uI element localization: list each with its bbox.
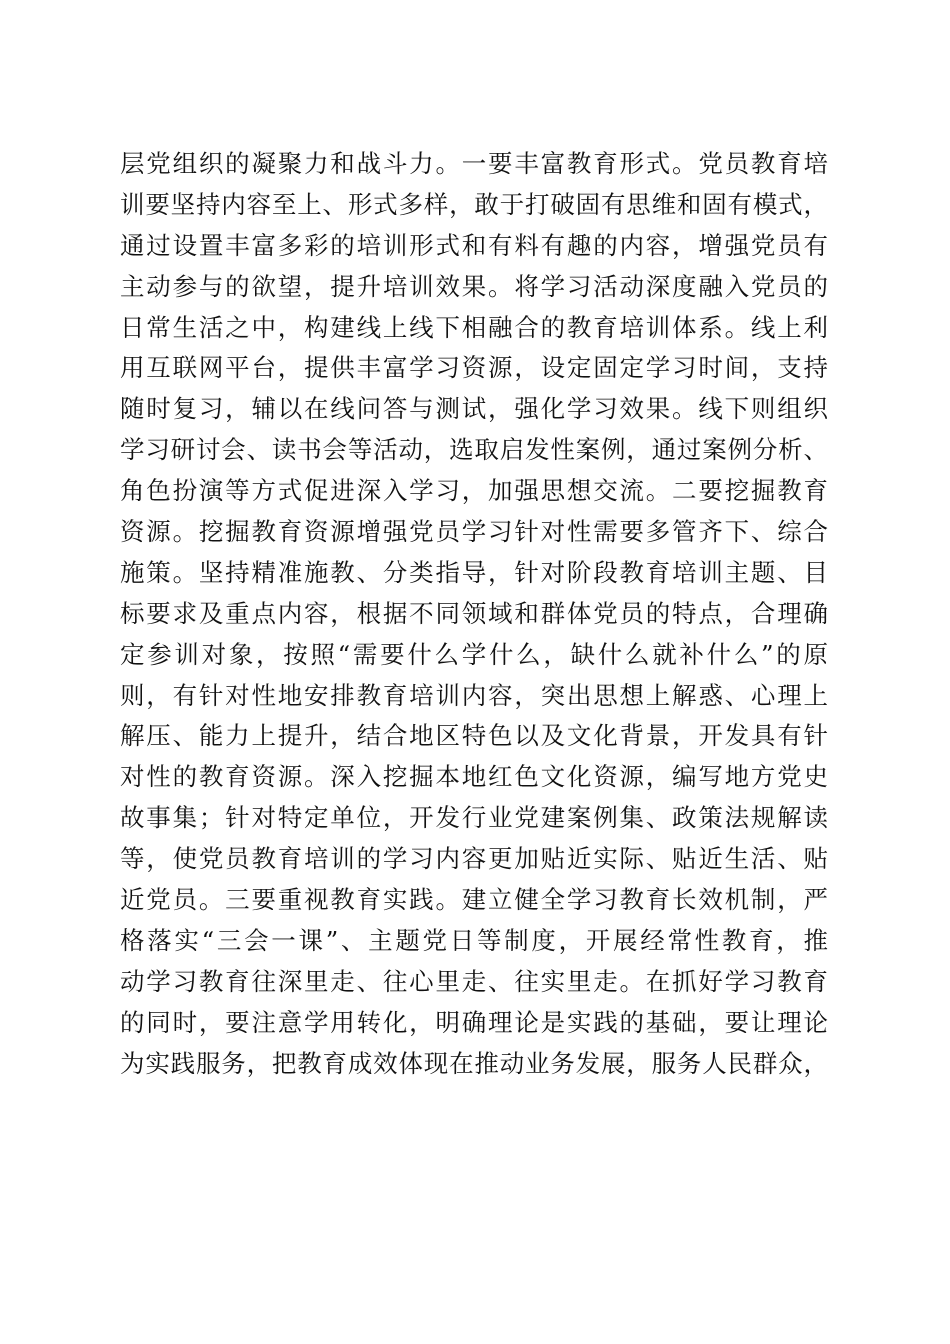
text-line: 的同时，要注意学用转化，明确理论是实践的基础，要让理论 bbox=[120, 1007, 828, 1037]
text-line: 随时复习，辅以在线问答与测试，强化学习效果。线下则组织 bbox=[120, 394, 828, 424]
text-line: 故事集；针对特定单位，开发行业党建案例集、政策法规解读 bbox=[120, 803, 828, 833]
text-line: 等，使党员教育培训的学习内容更加贴近实际、贴近生活、贴 bbox=[120, 844, 828, 874]
text-line: 近党员。三要重视教育实践。建立健全学习教育长效机制，严 bbox=[120, 885, 828, 915]
text-line: 层党组织的凝聚力和战斗力。一要丰富教育形式。党员教育培 bbox=[120, 149, 828, 178]
text-line: 解压、能力上提升，结合地区特色以及文化背景，开发具有针 bbox=[120, 721, 828, 751]
text-line: 施策。坚持精准施教、分类指导，针对阶段教育培训主题、目 bbox=[120, 557, 828, 587]
text-line: 格落实“三会一课”、主题党日等制度，开展经常性教育，推 bbox=[120, 925, 828, 955]
text-line: 主动参与的欲望，提升培训效果。将学习活动深度融入党员的 bbox=[120, 271, 828, 301]
text-line: 通过设置丰富多彩的培训形式和有料有趣的内容，增强党员有 bbox=[120, 230, 828, 260]
text-line: 训要坚持内容至上、形式多样，敢于打破固有思维和固有模式， bbox=[120, 189, 828, 219]
text-line: 则，有针对性地安排教育培训内容，突出思想上解惑、心理上 bbox=[120, 680, 828, 710]
body-paragraph bbox=[120, 144, 840, 1084]
text-line: 学习研讨会、读书会等活动，选取启发性案例，通过案例分析、 bbox=[120, 435, 828, 465]
text-line: 为实践服务，把教育成效体现在推动业务发展，服务人民群众， bbox=[120, 1048, 828, 1078]
text-line: 标要求及重点内容，根据不同领域和群体党员的特点，合理确 bbox=[120, 598, 828, 628]
text-line: 角色扮演等方式促进深入学习，加强思想交流。二要挖掘教育 bbox=[120, 476, 828, 506]
text-line: 日常生活之中，构建线上线下相融合的教育培训体系。线上利 bbox=[120, 312, 828, 342]
text-line: 动学习教育往深里走、往心里走、往实里走。在抓好学习教育 bbox=[120, 966, 828, 996]
text-line: 用互联网平台，提供丰富学习资源，设定固定学习时间，支持 bbox=[120, 353, 828, 383]
text-line: 对性的教育资源。深入挖掘本地红色文化资源，编写地方党史 bbox=[120, 762, 828, 792]
text-line: 定参训对象，按照“需要什么学什么，缺什么就补什么”的原 bbox=[120, 639, 828, 669]
text-line: 资源。挖掘教育资源增强党员学习针对性需要多管齐下、综合 bbox=[120, 517, 828, 547]
